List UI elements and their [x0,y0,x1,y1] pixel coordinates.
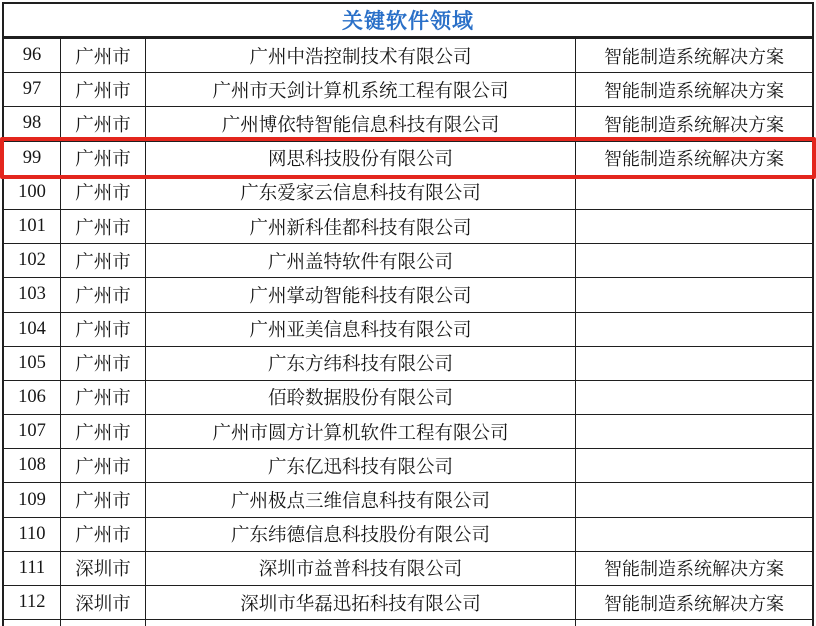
row-company-cell: 广东亿迅科技有限公司 [146,449,576,482]
row-company-cell: 深圳市益普科技有限公司 [146,552,576,585]
row-solution-cell [576,313,812,346]
row-company-cell: 佰聆数据股份有限公司 [146,381,576,414]
row-number-cell: 104 [4,313,61,346]
row-solution-cell: 智能制造系统解决方案 [604,114,784,135]
row-city-cell [61,620,146,626]
row-number-cell: 109 [4,483,61,516]
row-city-cell: 广州市 [61,244,146,277]
row-number-cell: 111 [4,552,61,585]
row-number-cell: 98 [4,107,61,140]
row-city-cell: 广州市 [61,210,146,243]
row-solution-cell [576,449,812,482]
row-solution-cell [576,176,812,209]
row-company-cell: 广东纬德信息科技股份有限公司 [146,518,576,551]
row-solution-cell [576,381,812,414]
table-row [4,586,812,620]
row-company-cell: 广州博依特智能信息科技有限公司 [146,107,576,140]
row-company-cell: 深圳市华磊迅拓科技有限公司 [146,586,576,619]
row-city-cell: 广州市 [61,415,146,448]
table-row [4,449,812,483]
table-row [4,210,812,244]
row-company-cell: 广东方纬科技有限公司 [146,347,576,380]
row-company-cell: 广东爱家云信息科技有限公司 [146,176,576,209]
table-row [4,176,812,210]
row-company-cell: 广州市圆方计算机软件工程有限公司 [146,415,576,448]
row-solution-cell: 智能制造系统解决方案 [604,559,784,580]
table-row [4,518,812,552]
table-row [4,278,812,312]
row-company-cell: 广州新科佳都科技有限公司 [146,210,576,243]
row-solution-cell [576,244,812,277]
table-row [4,313,812,347]
table-row [4,415,812,449]
row-city-cell: 广州市 [61,449,146,482]
row-number-cell [4,620,61,626]
table-row [4,483,812,517]
row-solution-cell: 智能制造系统解决方案 [604,80,784,101]
row-solution-cell: 智能制造系统解决方案 [604,46,784,67]
row-city-cell: 广州市 [61,483,146,516]
table-row [4,39,812,73]
row-number-cell: 97 [4,73,61,106]
row-city-cell: 广州市 [61,381,146,414]
row-solution-cell [576,518,812,551]
table-row [4,381,812,415]
table-row [4,347,812,381]
row-number-cell: 107 [4,415,61,448]
table-row [4,244,812,278]
row-number-cell: 110 [4,518,61,551]
row-company-cell [146,620,576,626]
row-number-cell: 112 [4,586,61,619]
row-company-cell: 广州极点三维信息科技有限公司 [146,483,576,516]
row-solution-cell [576,278,812,311]
row-city-cell: 广州市 [61,142,146,175]
row-solution-cell: 智能制造系统解决方案 [604,593,784,614]
row-company-cell: 网思科技股份有限公司 [146,142,576,175]
row-city-cell: 广州市 [61,347,146,380]
row-city-cell: 深圳市 [61,552,146,585]
row-solution-cell: 智能制造系统解决方案 [604,149,784,170]
row-company-cell: 广州中浩控制技术有限公司 [146,39,576,72]
table-row [4,552,812,586]
row-company-cell: 广州市天剑计算机系统工程有限公司 [146,73,576,106]
row-solution-cell [576,415,812,448]
row-solution-cell [576,483,812,516]
row-company-cell: 广州亚美信息科技有限公司 [146,313,576,346]
row-city-cell: 深圳市 [61,586,146,619]
row-number-cell: 106 [4,381,61,414]
row-city-cell: 广州市 [61,39,146,72]
row-number-cell: 103 [4,278,61,311]
table-row [4,142,812,176]
row-number-cell: 100 [4,176,61,209]
row-number-cell: 102 [4,244,61,277]
table-body [4,39,812,626]
row-number-cell: 105 [4,347,61,380]
row-city-cell: 广州市 [61,176,146,209]
table-row [4,107,812,141]
row-city-cell: 广州市 [61,313,146,346]
row-number-cell: 101 [4,210,61,243]
key-software-table [2,2,814,626]
row-company-cell: 广州掌动智能科技有限公司 [146,278,576,311]
row-number-cell: 99 [4,142,61,175]
row-solution-cell [576,620,812,626]
row-solution-cell [576,210,812,243]
table-row [4,73,812,107]
row-city-cell: 广州市 [61,73,146,106]
row-city-cell: 广州市 [61,278,146,311]
row-city-cell: 广州市 [61,107,146,140]
table-row-partial [4,620,812,626]
row-solution-cell [576,347,812,380]
table-title: 关键软件领域 [342,9,474,33]
row-number-cell: 108 [4,449,61,482]
table-title-row [4,4,812,39]
row-city-cell: 广州市 [61,518,146,551]
row-company-cell: 广州盖特软件有限公司 [146,244,576,277]
row-number-cell: 96 [4,39,61,72]
